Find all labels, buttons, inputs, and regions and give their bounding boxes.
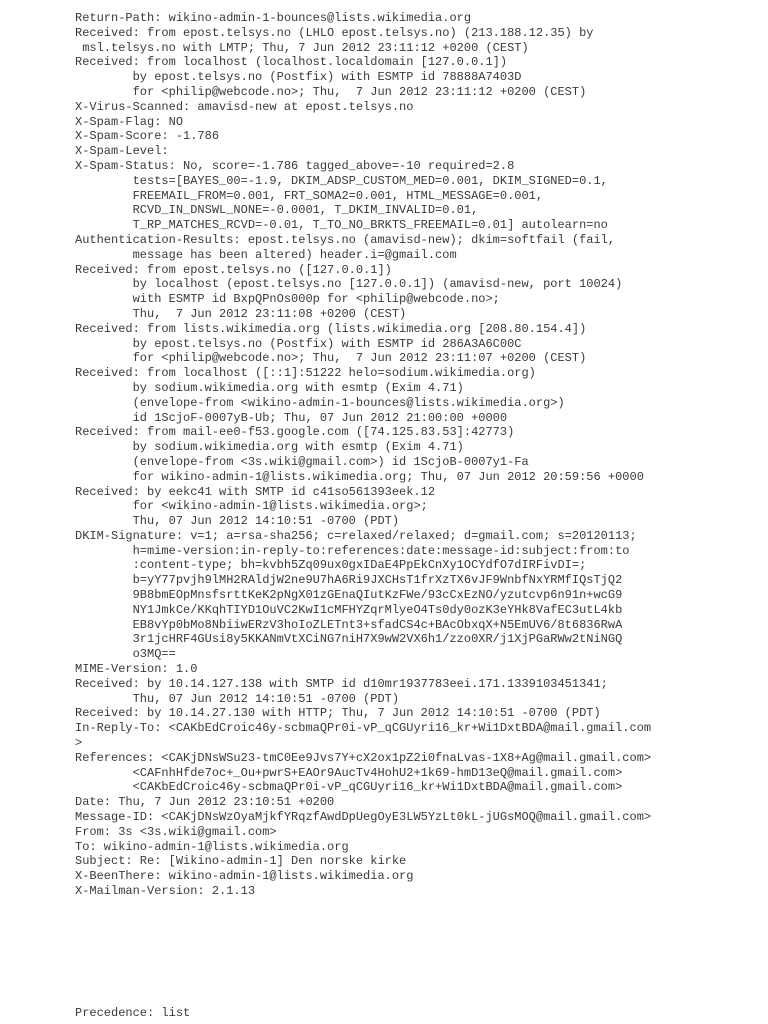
header-line: X-Virus-Scanned: amavisd-new at epost.telsys.no <box>75 99 414 114</box>
header-line: Received: from mail-ee0-f53.google.com ([74.125.83.53]:42773) <box>75 425 515 440</box>
header-line: DKIM-Signature: v=1; a=rsa-sha256; c=relaxed/relaxed; d=gmail.com; s=20120113; <box>75 528 637 543</box>
precedence-header-line: Precedence: list <box>75 1006 191 1020</box>
header-line: Authentication-Results: epost.telsys.no (amavisd-new); dkim=softfail (fail, <box>75 232 616 247</box>
header-line: 3r1jcHRF4GUsi8y5KKANmVtXCiNG7niH7X9wW2VX6h1/zzo0XR/j1XjPGaRWw2tNiNGQ <box>75 632 623 647</box>
header-line: by sodium.wikimedia.org with esmtp (Exim 4.71) <box>75 440 464 455</box>
header-line: (envelope-from <wikino-admin-1-bounces@lists.wikimedia.org>) <box>75 395 565 410</box>
header-line: FREEMAIL_FROM=0.001, FRT_SOMA2=0.001, HTML_MESSAGE=0.001, <box>75 188 544 203</box>
header-line: X-Spam-Status: No, score=-1.786 tagged_above=-10 required=2.8 <box>75 158 515 173</box>
header-line: Return-Path: wikino-admin-1-bounces@lists.wikimedia.org <box>75 11 472 25</box>
header-line: for wikino-admin-1@lists.wikimedia.org; Thu, 07 Jun 2012 20:59:56 +0000 <box>75 469 644 484</box>
header-line: :content-type; bh=kvbh5Zq09ux0gxIDaE4PpEkCnXy1OCYdfO7dIRFivDI=; <box>75 558 587 573</box>
header-line: Thu, 7 Jun 2012 23:11:08 +0200 (CEST) <box>75 306 407 321</box>
header-line: X-Mailman-Version: 2.1.13 <box>75 884 256 899</box>
header-line: EB8vYp0bMo8NbiiwERzV3hoIoZLETnt3+sfadCS4c+BAcObxqX+N5EmUV6/8t6836RwA <box>75 617 623 632</box>
header-line: Subject: Re: [Wikino-admin-1] Den norske kirke <box>75 854 407 869</box>
header-line: (envelope-from <3s.wiki@gmail.com>) id 1ScjoB-0007y1-Fa <box>75 454 529 469</box>
header-line: Received: from localhost ([::1]:51222 helo=sodium.wikimedia.org) <box>75 366 536 381</box>
header-line: X-Spam-Score: -1.786 <box>75 129 220 144</box>
header-line: with ESMTP id BxpQPnOs000p for <philip@webcode.no>; <box>75 292 500 307</box>
header-line: h=mime-version:in-reply-to:references:date:message-id:subject:from:to <box>75 543 630 558</box>
header-line: o3MQ== <box>75 647 176 662</box>
email-headers-block <box>75 11 765 899</box>
header-line: by epost.telsys.no (Postfix) with ESMTP id 78888A7403D <box>75 70 522 85</box>
header-line: Received: from localhost (localhost.localdomain [127.0.0.1]) <box>75 55 508 70</box>
header-line: tests=[BAYES_00=-1.9, DKIM_ADSP_CUSTOM_MED=0.001, DKIM_SIGNED=0.1, <box>75 173 608 188</box>
header-line: Received: by eekc41 with SMTP id c41so561393eek.12 <box>75 484 436 499</box>
header-line: Thu, 07 Jun 2012 14:10:51 -0700 (PDT) <box>75 514 400 529</box>
header-line: msl.telsys.no with LMTP; Thu, 7 Jun 2012 23:11:12 +0200 (CEST) <box>75 40 529 55</box>
header-line: References: <CAKjDNsWSu23-tmC0Ee9Jvs7Y+cX2ox1pZ2i0fnaLvas-1X8+Ag@mail.gmail.com> <box>75 750 652 765</box>
header-line: by localhost (epost.telsys.no [127.0.0.1]) (amavisd-new, port 10024) <box>75 277 623 292</box>
header-line: NY1JmkCe/KKqhTIYD1OuVC2KwI1cMFHYZqrMlyeO4Ts0dy0ozK3eYHk8VafEC3utL4kb <box>75 602 623 617</box>
header-line: b=yY77pvjh9lMH2RAldjW2ne9U7hA6Ri9JXCHsT1frXzTX6vJF9WnbfNxYRMfIQsTjQ2 <box>75 573 623 588</box>
header-line: by sodium.wikimedia.org with esmtp (Exim 4.71) <box>75 380 464 395</box>
header-line: X-Spam-Flag: NO <box>75 114 184 129</box>
header-line: Received: from lists.wikimedia.org (lists.wikimedia.org [208.80.154.4]) <box>75 321 587 336</box>
header-line: X-BeenThere: wikino-admin-1@lists.wikimedia.org <box>75 869 414 884</box>
header-line: X-Spam-Level: <box>75 144 169 159</box>
header-line: > <box>75 736 83 751</box>
header-line: MIME-Version: 1.0 <box>75 662 198 677</box>
header-line: Message-ID: <CAKjDNsWzOyaMjkfYRqzfAwdDpUegOyE3LW5YzLt0kL-jUGsMOQ@mail.gmail.com> <box>75 810 652 825</box>
header-line: <CAFnhHfde7oc+_Ou+pwrS+EAOr9AucTv4HohU2+1k69-hmD13eQ@mail.gmail.com> <box>75 765 623 780</box>
header-line: Received: by 10.14.27.130 with HTTP; Thu, 7 Jun 2012 14:10:51 -0700 (PDT) <box>75 706 601 721</box>
header-line: 9B8bmEOpMnsfsrttKeK2pNgX01zGEnaQIutKzFWe/93cCxEzNO/yzutcvp6n91n+wcG9 <box>75 588 623 603</box>
header-line: for <philip@webcode.no>; Thu, 7 Jun 2012 23:11:12 +0200 (CEST) <box>75 84 587 99</box>
header-line: T_RP_MATCHES_RCVD=-0.01, T_TO_NO_BRKTS_FREEMAIL=0.01] autolearn=no <box>75 218 608 233</box>
header-line: <CAKbEdCroic46y-scbmaQPr0i-vP_qCGUyri16_kr+Wi1DxtBDA@mail.gmail.com> <box>75 780 623 795</box>
header-line: id 1ScjoF-0007yB-Ub; Thu, 07 Jun 2012 21:00:00 +0000 <box>75 410 508 425</box>
header-line: for <wikino-admin-1@lists.wikimedia.org>; <box>75 499 428 514</box>
header-line: To: wikino-admin-1@lists.wikimedia.org <box>75 839 349 854</box>
header-line: In-Reply-To: <CAKbEdCroic46y-scbmaQPr0i-vP_qCGUyri16_kr+Wi1DxtBDA@mail.gmail.com <box>75 721 652 736</box>
header-line: Received: from epost.telsys.no ([127.0.0.1]) <box>75 262 392 277</box>
header-line: Received: by 10.14.127.138 with SMTP id d10mr1937783eei.171.1339103451341; <box>75 676 608 691</box>
header-line: for <philip@webcode.no>; Thu, 7 Jun 2012 23:11:07 +0200 (CEST) <box>75 351 587 366</box>
header-line: Thu, 07 Jun 2012 14:10:51 -0700 (PDT) <box>75 691 400 706</box>
header-line: Date: Thu, 7 Jun 2012 23:10:51 +0200 <box>75 795 335 810</box>
header-line: From: 3s <3s.wiki@gmail.com> <box>75 824 277 839</box>
header-line: Received: from epost.telsys.no (LHLO epost.telsys.no) (213.188.12.35) by <box>75 25 594 40</box>
header-line: RCVD_IN_DNSWL_NONE=-0.0001, T_DKIM_INVALID=0.01, <box>75 203 479 218</box>
header-line: message has been altered) header.i=@gmail.com <box>75 247 457 262</box>
header-line: by epost.telsys.no (Postfix) with ESMTP id 286A3A6C00C <box>75 336 522 351</box>
